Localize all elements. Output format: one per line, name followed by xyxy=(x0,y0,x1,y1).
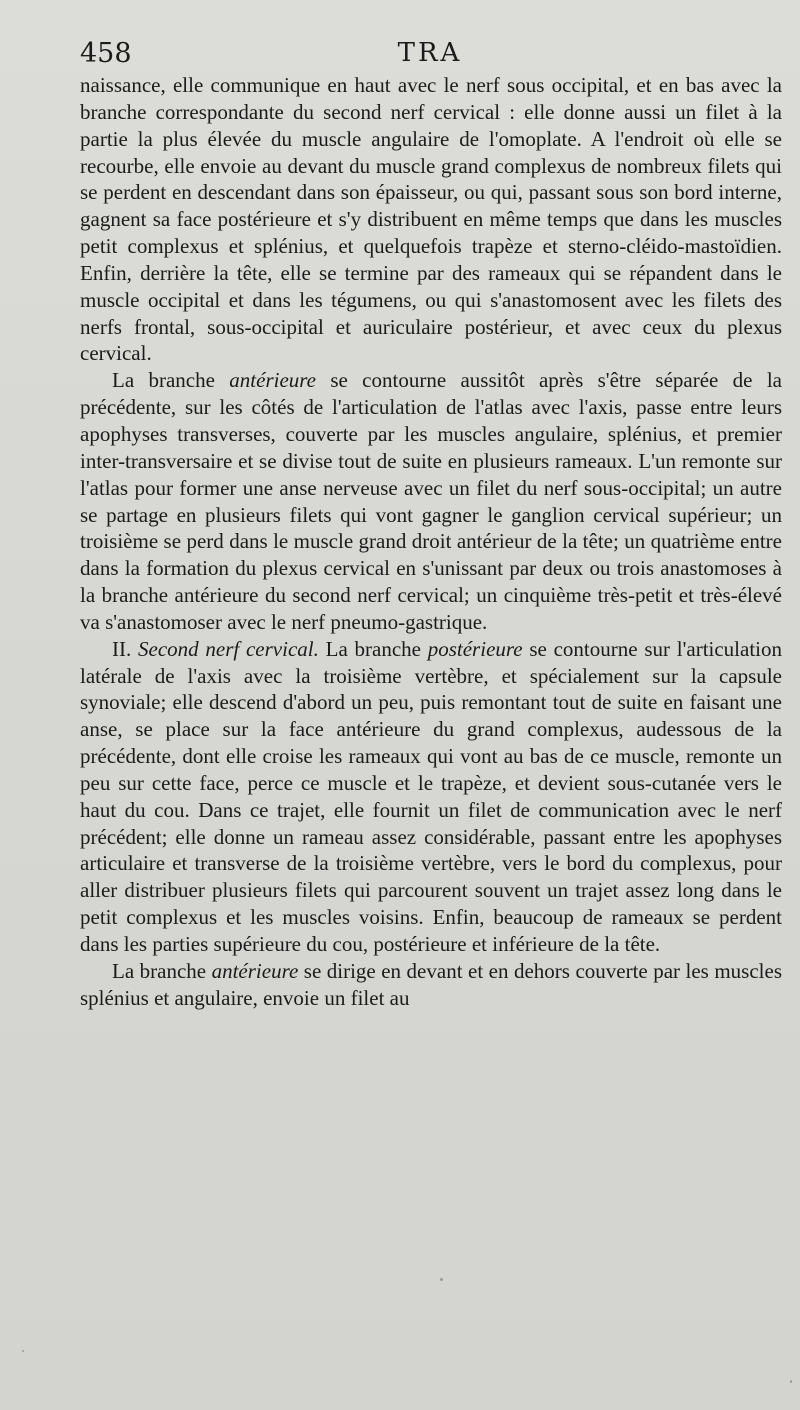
paragraph-text: naissance, elle communique en haut avec le nerf sous occipital, et en bas avec la branche correspondante du second nerf cervical : elle donne aussi un filet à la partie la plus élevée du muscle angulaire de l'omoplate. A l'endroit où elle se recourbe, elle envoie au devant du muscle grand complexus de nombreux filets qui se perdent en descendant dans son épaisseur, ou qui, passant sous son bord interne, gagnent sa face postérieure et s'y distribuent en même temps que dans les muscles petit complexus et splénius, et quelquefois trapèze et sterno-cléido-mastoïdien. Enfin, derrière la tête, elle se termine par des rameaux qui se répandent dans le muscle occipital et dans les tégumens, ou qui s'anastomosent avec les filets des nerfs frontal, sous-occipital et auriculaire postérieur, et avec ceux du plexus cervical. xyxy=(80,73,782,366)
section-heading: Second nerf cervical. xyxy=(138,636,319,661)
paper-speck xyxy=(790,1380,792,1383)
italic-term: antérieure xyxy=(211,958,299,983)
paragraph-text: La branche xyxy=(112,368,230,393)
running-head: TRA xyxy=(397,38,463,68)
paragraph xyxy=(80,636,782,958)
paragraph-text: La branche xyxy=(318,636,428,661)
page-header xyxy=(80,38,780,74)
italic-term: postérieure xyxy=(427,636,523,661)
paragraph-text: La branche xyxy=(112,958,212,983)
paper-speck xyxy=(440,1278,443,1281)
paragraph-text: se dirige en devant et en dehors couverte par les muscles splénius et angulaire, envoie un filet au xyxy=(80,958,783,1010)
page-number: 458 xyxy=(80,38,132,69)
section-number: II. xyxy=(112,636,138,661)
body-text xyxy=(80,72,782,1012)
paper-speck xyxy=(22,1350,24,1352)
paragraph xyxy=(80,367,782,635)
paragraph-text: se contourne aussitôt après s'être séparée de la précédente, sur les côtés de l'articulation de l'atlas avec l'axis, passe entre leurs apophyses transverses, couverte par les muscles angulaire, splénius, et premier inter-transversaire et se divise tout de suite en plusieurs rameaux. L'un remonte sur l'atlas pour former une anse nerveuse avec un filet du nerf sous-occipital; un autre se partage en plusieurs filets qui vont gagner le ganglion cervical supérieur; un troisième se perd dans le muscle grand droit antérieur de la tête; un quatrième entre dans la formation du plexus cervical en s'unissant par deux ou trois anastomoses à la branche antérieure du second nerf cervical; un cinquième très-petit et très-élevé va s'anastomoser avec le nerf pneumo-gastrique. xyxy=(80,368,783,634)
paragraph xyxy=(80,72,782,367)
paragraph xyxy=(80,958,782,1012)
paragraph-text: se contourne sur l'articulation latérale de l'axis avec la troisième vertèbre, et spécialement sur la capsule synoviale; elle descend d'abord un peu, puis remontant tout de suite en faisant une anse, se place sur la face antérieure du grand complexus, audessous de la précédente, dont elle croise les rameaux qui vont au bas de ce muscle, remonte un peu sur cette face, perce ce muscle et le trapèze, et devient sous-cutanée vers le haut du cou. Dans ce trajet, elle fournit un filet de communication avec le nerf précédent; elle donne un rameau assez considérable, passant entre les apophyses articulaire et transverse de la troisième vertèbre, vers le bord du complexus, pour aller distribuer plusieurs filets qui parcourent souvent un trajet assez long dans le petit complexus et les muscles voisins. Enfin, beaucoup de rameaux se perdent dans les parties supérieure du cou, postérieure et inférieure de la tête. xyxy=(80,636,783,956)
italic-term: antérieure xyxy=(229,368,316,393)
